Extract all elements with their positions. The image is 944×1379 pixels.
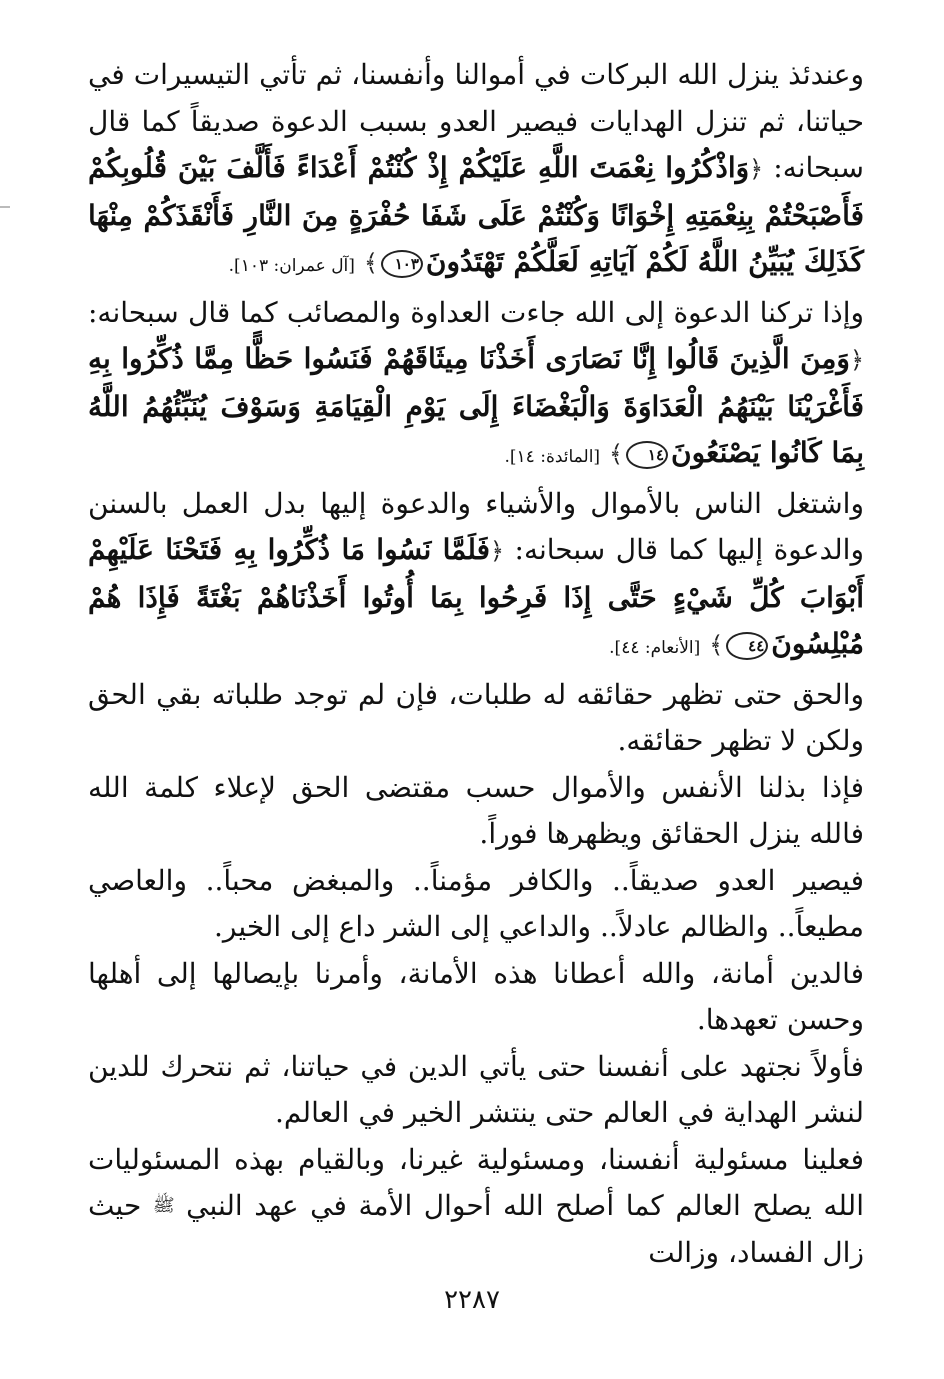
paragraph-5: فإذا بذلنا الأنفس والأموال حسب مقتضى الحق لإعلاء كلمة الله فالله ينزل الحقائق ويظهرها فوراً. (88, 770, 864, 850)
honorific-glyph: ﷺ (152, 1195, 175, 1216)
verse-text: وَمِنَ الَّذِينَ قَالُوا إِنَّا نَصَارَى أَخَذْنَا مِيثَاقَهُمْ فَنَسُوا حَظًّا مِمَّا ذُكِّرُوا بِهِ فَأَغْرَيْنَا بَيْنَهُمُ الْعَدَاوَةَ وَالْبَغْضَاءَ إِلَى يَوْمِ الْقِيَامَةِ وَسَوْفَ يُنَبِّئُهُمُ اللَّهُ بِمَا كَانُوا يَصْنَعُونَ (88, 342, 864, 469)
paragraph-4: والحق حتى تظهر حقائقه له طلبات، فإن لم توجد طلباته بقي الحق ولكن لا تظهر حقائقه. (88, 677, 864, 757)
paragraph-text: حيث زال الفساد، وزالت (88, 1189, 864, 1269)
paragraph-text: فعلينا مسئولية أنفسنا، ومسئولية غيرنا، وبالقيام بهذه المسئوليات الله يصلح العالم كما أصلح الله أحوال الأمة في عهد النبي (88, 1142, 864, 1222)
verse-open-ornament: ﴿ (749, 155, 764, 183)
verse-text: فَلَمَّا نَسُوا مَا ذُكِّرُوا بِهِ فَتَحْنَا عَلَيْهِمْ أَبْوَابَ كُلِّ شَيْءٍ حَتَّى إِذَا فَرِحُوا بِمَا أُوتُوا أَخَذْنَاهُمْ بَغْتَةً فَإِذَا هُمْ مُبْلِسُونَ (88, 533, 864, 660)
paragraph-2 (88, 290, 864, 481)
paragraph-text: وإذا تركنا الدعوة إلى الله جاءت العداوة والمصائب كما قال سبحانه: (88, 295, 864, 329)
verse-open-ornament: ﴿ (489, 537, 505, 565)
verse-number-badge: ٤٤ (726, 632, 768, 660)
page-body (88, 52, 864, 1276)
verse-reference: [الأنعام: ٤٤]. (609, 638, 701, 658)
paragraph-8: فأولاً نجتهد على أنفسنا حتى يأتي الدين في حياتنا، ثم نتحرك للدين لنشر الهداية في العالم حتى ينتشر الخير في العالم. (88, 1049, 864, 1129)
verse-close-ornament: ﴾ (363, 249, 378, 277)
paragraph-1 (88, 52, 864, 290)
page-number: ٢٢٨٧ (444, 1285, 500, 1315)
verse-text: وَاذْكُرُوا نِعْمَتَ اللَّهِ عَلَيْكُمْ إِذْ كُنْتُمْ أَعْدَاءً فَأَلَّفَ بَيْنَ قُلُوبِكُمْ فَأَصْبَحْتُمْ بِنِعْمَتِهِ إِخْوَانًا وَكُنْتُمْ عَلَى شَفَا حُفْرَةٍ مِنَ النَّارِ فَأَنْقَذَكُمْ مِنْهَا كَذَلِكَ يُبَيِّنُ اللَّهُ لَكُمْ آيَاتِهِ لَعَلَّكُمْ تَهْتَدُونَ (88, 151, 864, 278)
paragraph-3 (88, 481, 864, 672)
verse-close-ornament: ﴾ (608, 440, 624, 468)
margin-mark (0, 206, 10, 208)
verse-number-badge: ١٤ (626, 441, 668, 469)
paragraph-9 (88, 1137, 864, 1277)
paragraph-text: واشتغل الناس بالأموال والأشياء والدعوة إليها بدل العمل بالسنن والدعوة إليها كما قال سبحانه: (88, 486, 864, 566)
quran-verse (88, 342, 864, 469)
quran-verse (88, 151, 864, 278)
verse-reference: [آل عمران: ١٠٣]. (228, 256, 355, 276)
paragraph-6: فيصير العدو صديقاً.. والكافر مؤمناً.. والمبغض محباً.. والعاصي مطيعاً.. والظالم عادلاً.. والداعي إلى الشر داع إلى الخير. (88, 863, 864, 943)
verse-close-ornament: ﴾ (709, 631, 724, 659)
paragraph-7: فالدين أمانة، والله أعطانا هذه الأمانة، وأمرنا بإيصالها إلى أهلها وحسن تعهدها. (88, 956, 864, 1036)
paragraph-text: وعندئذ ينزل الله البركات في أموالنا وأنفسنا، ثم تأتي التيسيرات في حياتنا، ثم تنزل الهدايات فيصير العدو بسبب الدعوة صديقاً كما قال سبحانه: (88, 58, 865, 184)
verse-reference: [المائدة: ١٤]. (504, 447, 601, 467)
verse-open-ornament: ﴿ (849, 346, 864, 374)
verse-number-badge: ١٠٣ (381, 250, 423, 278)
